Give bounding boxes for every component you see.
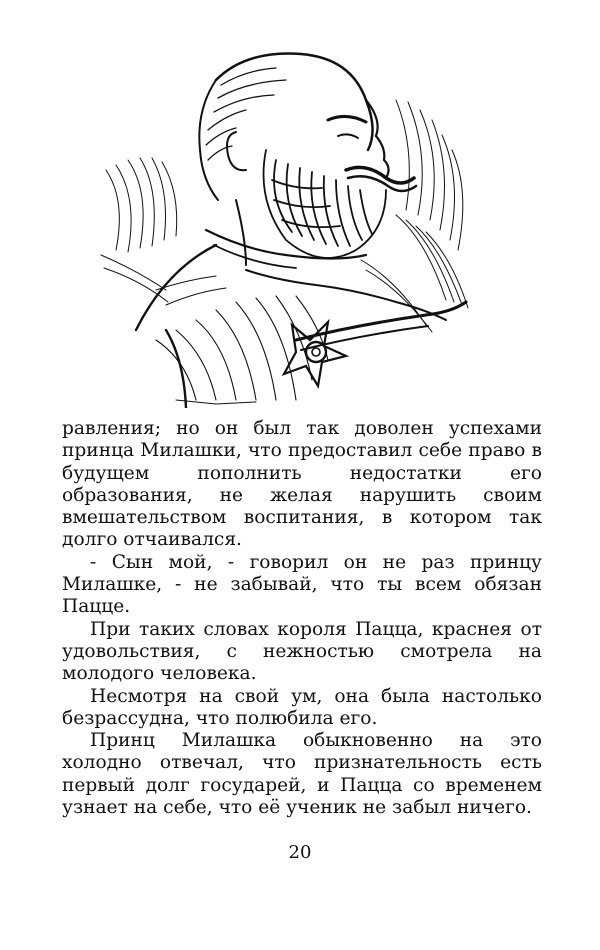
body-text [62, 418, 542, 819]
paragraph: Несмотря на свой ум, она была настолько безрассудна, что полюбила его. [62, 685, 542, 729]
bearded-man-portrait-icon [96, 40, 486, 408]
page-number: 20 [288, 842, 312, 863]
paragraph: равления; но он был так доволен успехами принца Милашки, что предоставил себе право в будущем пополнить недостатки его образования, не желая нарушить своим вмешательством воспитания, в котором так долго отчаивался. [62, 418, 542, 551]
paragraph: При таких словах короля Пацца, краснея от удовольствия, с нежностью смотрела на молодого человека. [62, 618, 542, 685]
paragraph: - Сын мой, - говорил он не раз принцу Милашке, - не забывай, что ты всем обязан Пацце. [62, 551, 542, 618]
paragraph: Принц Милашка обыкновенно на это холодно отвечал, что признательность есть первый долг государей, и Пацца со временем узнает на себе, что её ученик не забыл ничего. [62, 730, 542, 819]
portrait-engraving [96, 40, 486, 408]
